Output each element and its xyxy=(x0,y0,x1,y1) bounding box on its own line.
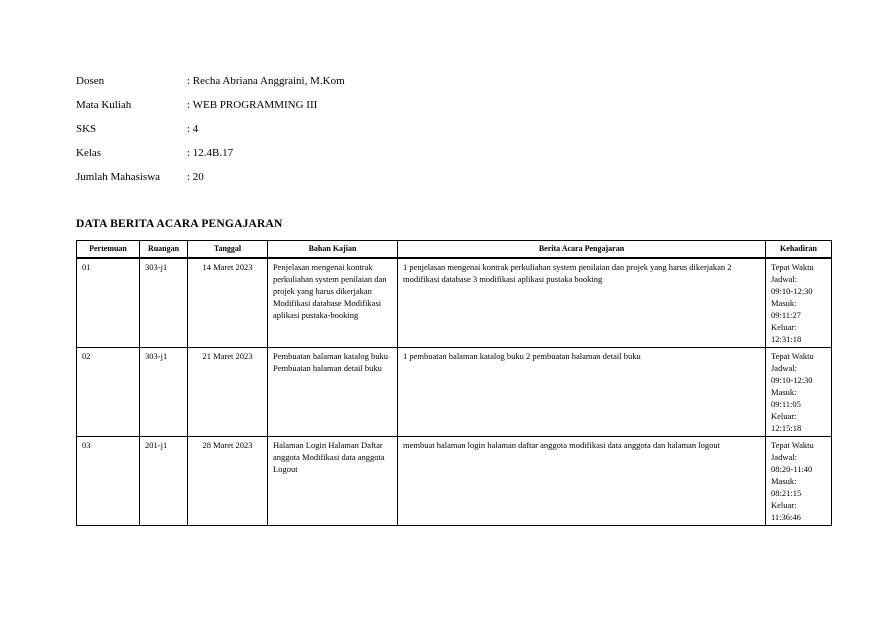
kehadiran-jadwal-value: 09:10-12:30 xyxy=(771,375,813,385)
kehadiran-masuk-label: Masuk: xyxy=(771,298,797,308)
kehadiran-keluar-label: Keluar: xyxy=(771,500,797,510)
cell-kehadiran xyxy=(766,348,832,437)
kelas-value: : 12.4B.17 xyxy=(187,147,234,159)
mata-kuliah-value: : WEB PROGRAMMING III xyxy=(187,99,318,111)
kehadiran-jadwal-label: Jadwal: xyxy=(771,363,797,373)
kehadiran-status: Tepat Waktu xyxy=(771,351,814,361)
cell-kehadiran xyxy=(766,437,832,526)
kehadiran-masuk-label: Masuk: xyxy=(771,387,797,397)
cell-bahan-kajian: Halaman Login Halaman Daftar anggota Modifikasi data anggota Logout xyxy=(268,437,398,526)
column-header-berita-acara: Berita Acara Pengajaran xyxy=(398,241,766,259)
kehadiran-jadwal-label: Jadwal: xyxy=(771,274,797,284)
cell-kehadiran xyxy=(766,258,832,348)
cell-tanggal: 14 Maret 2023 xyxy=(188,258,268,348)
cell-pertemuan: 03 xyxy=(77,437,140,526)
kehadiran-status: Tepat Waktu xyxy=(771,262,814,272)
kehadiran-status: Tepat Waktu xyxy=(771,440,814,450)
column-header-bahan-kajian: Bahan Kajian xyxy=(268,241,398,259)
berita-acara-table xyxy=(76,240,832,526)
table-row xyxy=(77,258,832,348)
cell-berita-acara: 1 penjelasan mengenai kontrak perkuliahan system penilaian dan projek yang harus dikerjakan 2 modifikasi database 3 modifikasi aplikasi pustaka booking xyxy=(398,258,766,348)
dosen-value: : Recha Abriana Anggraini, M.Kom xyxy=(187,75,345,87)
kehadiran-masuk-value: 09:11:27 xyxy=(771,310,801,320)
cell-tanggal: 28 Maret 2023 xyxy=(188,437,268,526)
kehadiran-masuk-value: 09:11:05 xyxy=(771,399,801,409)
cell-bahan-kajian: Pembuatan halaman katalog buku Pembuatan halaman detail buku xyxy=(268,348,398,437)
kehadiran-keluar-label: Keluar: xyxy=(771,322,797,332)
column-header-ruangan: Ruangan xyxy=(140,241,188,259)
kehadiran-jadwal-value: 09:10-12:30 xyxy=(771,286,813,296)
cell-bahan-kajian: Penjelasan mengenai kontrak perkuliahan system penilaian dan projek yang harus dikerjakan Modifikasi database Modifikasi aplikasi pustaka-booking xyxy=(268,258,398,348)
column-header-pertemuan: Pertemuan xyxy=(77,241,140,259)
cell-berita-acara: 1 pembuatan halaman katalog buku 2 pembuatan halaman detail buku xyxy=(398,348,766,437)
table-row xyxy=(77,437,832,526)
kehadiran-masuk-label: Masuk: xyxy=(771,476,797,486)
section-title: DATA BERITA ACARA PENGAJARAN xyxy=(76,218,283,230)
column-header-kehadiran: Kehadiran xyxy=(766,241,832,259)
kehadiran-keluar-value: 11:36:46 xyxy=(771,512,801,522)
sks-label: SKS xyxy=(76,123,97,135)
jumlah-mahasiswa-label: Jumlah Mahasiswa xyxy=(76,171,161,183)
cell-ruangan: 303-j1 xyxy=(140,258,188,348)
sks-value: : 4 xyxy=(187,123,199,135)
mata-kuliah-label: Mata Kuliah xyxy=(76,99,132,111)
kelas-label: Kelas xyxy=(76,147,102,159)
cell-ruangan: 201-j1 xyxy=(140,437,188,526)
kehadiran-masuk-value: 08:21:15 xyxy=(771,488,802,498)
jumlah-mahasiswa-value: : 20 xyxy=(187,171,204,183)
cell-berita-acara: membuat halaman login halaman daftar anggota modifikasi data anggota dan halaman logout xyxy=(398,437,766,526)
kehadiran-keluar-value: 12:31:18 xyxy=(771,334,802,344)
column-header-tanggal: Tanggal xyxy=(188,241,268,259)
cell-pertemuan: 02 xyxy=(77,348,140,437)
dosen-label: Dosen xyxy=(76,75,105,87)
kehadiran-jadwal-label: Jadwal: xyxy=(771,452,797,462)
table-row xyxy=(77,348,832,437)
cell-tanggal: 21 Maret 2023 xyxy=(188,348,268,437)
cell-ruangan: 303-j1 xyxy=(140,348,188,437)
kehadiran-keluar-value: 12:15:18 xyxy=(771,423,802,433)
table-header-row xyxy=(77,241,832,259)
cell-pertemuan: 01 xyxy=(77,258,140,348)
kehadiran-keluar-label: Keluar: xyxy=(771,411,797,421)
kehadiran-jadwal-value: 08:20-11:40 xyxy=(771,464,813,474)
